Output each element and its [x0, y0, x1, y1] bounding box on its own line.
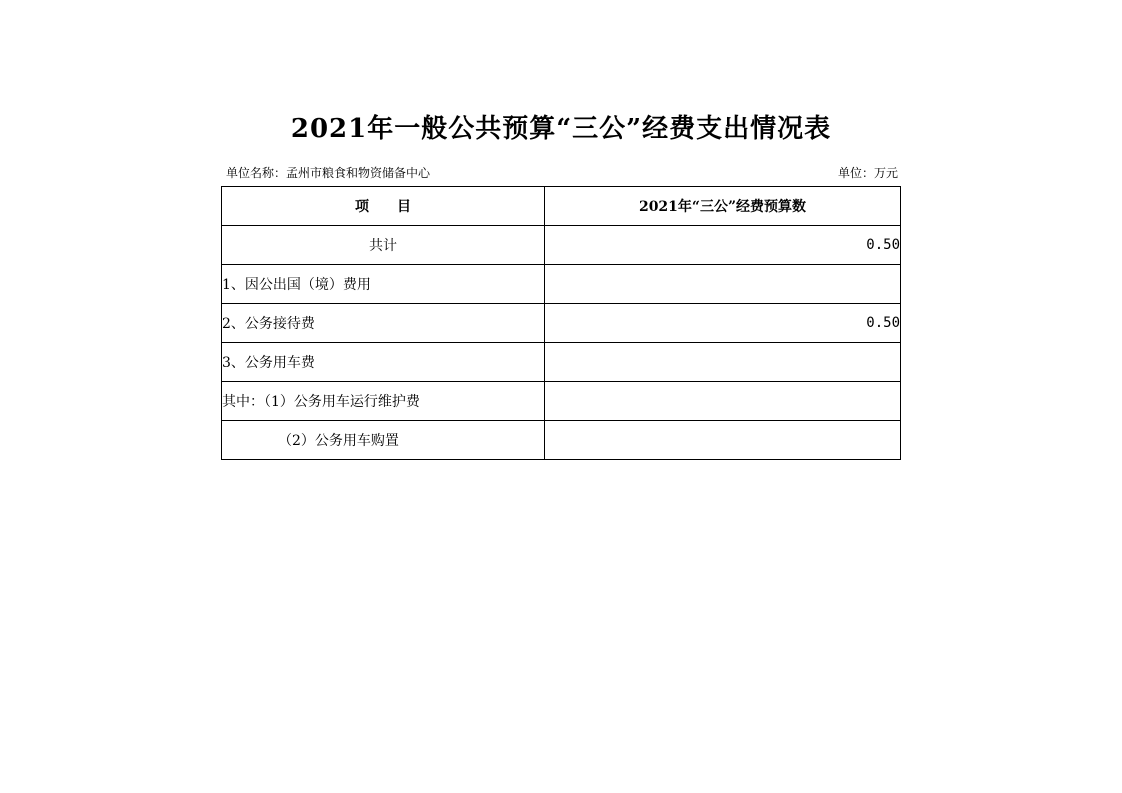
table-row	[222, 265, 901, 304]
unit-label: 单位：万元	[837, 166, 898, 180]
table-header-row	[222, 187, 901, 226]
table-row	[222, 421, 901, 460]
row-overseas-label: 1、因公出国（境）费用	[222, 265, 545, 304]
unit-name-label: 单位名称：孟州市粮食和物资储备中心	[226, 166, 431, 180]
row-vehicle-purchase-label: （2）公务用车购置	[222, 421, 545, 460]
row-vehicle-maintenance-label: 其中：（1）公务用车运行维护费	[222, 382, 545, 421]
row-vehicle-value	[545, 343, 901, 382]
table-row	[222, 382, 901, 421]
row-total-label: 共计	[222, 226, 545, 265]
row-reception-value: 0.50	[545, 304, 901, 343]
row-overseas-value	[545, 265, 901, 304]
row-total-value: 0.50	[545, 226, 901, 265]
header-budget: 2021年“三公”经费预算数	[545, 187, 901, 226]
row-reception-label: 2、公务接待费	[222, 304, 545, 343]
page-title: 2021年一般公共预算“三公”经费支出情况表	[290, 114, 832, 144]
budget-table	[221, 186, 901, 460]
table-row	[222, 226, 901, 265]
row-vehicle-maintenance-value	[545, 382, 901, 421]
row-vehicle-purchase-value	[545, 421, 901, 460]
table-row	[222, 343, 901, 382]
table-row	[222, 304, 901, 343]
row-vehicle-label: 3、公务用车费	[222, 343, 545, 382]
header-item: 项 目	[222, 187, 545, 226]
